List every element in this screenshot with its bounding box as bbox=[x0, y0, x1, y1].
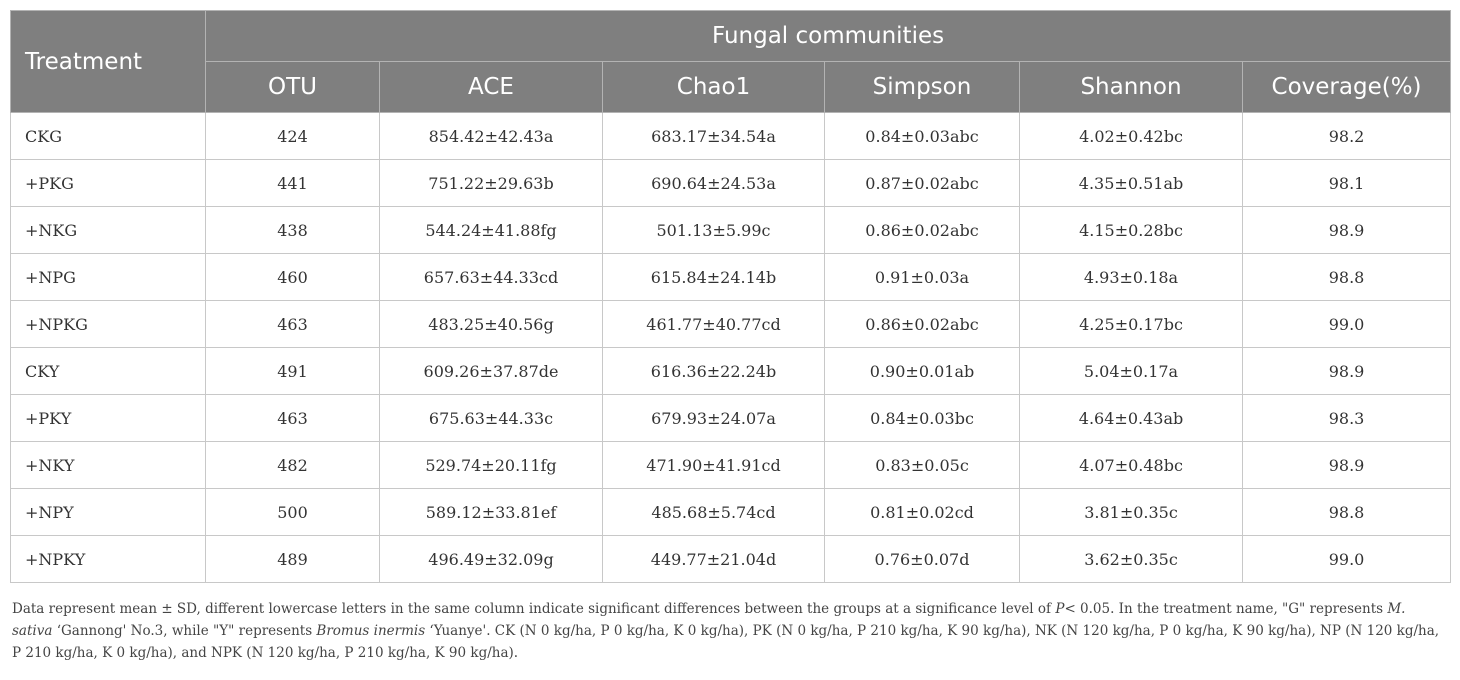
cell-otu: 424 bbox=[206, 113, 380, 160]
cell-otu: 500 bbox=[206, 489, 380, 536]
cell-coverage: 98.8 bbox=[1243, 489, 1451, 536]
cell-coverage: 98.2 bbox=[1243, 113, 1451, 160]
table-row bbox=[11, 160, 1451, 207]
cell-ace: 657.63±44.33cd bbox=[380, 254, 603, 301]
cell-coverage: 98.3 bbox=[1243, 395, 1451, 442]
cell-coverage: 98.9 bbox=[1243, 442, 1451, 489]
cell-treatment: CKY bbox=[11, 348, 206, 395]
cell-shannon: 3.62±0.35c bbox=[1020, 536, 1243, 583]
cell-simpson: 0.84±0.03bc bbox=[825, 395, 1020, 442]
cell-otu: 438 bbox=[206, 207, 380, 254]
footnote-species-y: Bromus inermis bbox=[316, 623, 426, 639]
header-shannon: Shannon bbox=[1020, 62, 1243, 113]
cell-ace: 854.42±42.43a bbox=[380, 113, 603, 160]
footnote-text-4: ‘Yuanye'. CK (N 0 kg/ha, P 0 kg/ha, K 0 kg/ha), PK (N 0 kg/ha, P 210 kg/ha, K 90 kg/ha), NK (N 120 kg/ha, P 0 kg/ha, K 90 kg/ha), NP (N 120 kg/ha, P 210 kg/ha, K 0 kg/ha), and NPK (N 120 kg/ha, P 210 kg/ha, K 90 kg/ha). bbox=[12, 623, 1440, 661]
cell-shannon: 4.64±0.43ab bbox=[1020, 395, 1243, 442]
cell-simpson: 0.84±0.03abc bbox=[825, 113, 1020, 160]
cell-coverage: 98.8 bbox=[1243, 254, 1451, 301]
table-row bbox=[11, 254, 1451, 301]
table-row bbox=[11, 113, 1451, 160]
table-row bbox=[11, 348, 1451, 395]
cell-shannon: 3.81±0.35c bbox=[1020, 489, 1243, 536]
cell-ace: 529.74±20.11fg bbox=[380, 442, 603, 489]
table-row bbox=[11, 442, 1451, 489]
cell-simpson: 0.90±0.01ab bbox=[825, 348, 1020, 395]
cell-simpson: 0.83±0.05c bbox=[825, 442, 1020, 489]
cell-otu: 460 bbox=[206, 254, 380, 301]
cell-chao1: 615.84±24.14b bbox=[603, 254, 825, 301]
cell-otu: 482 bbox=[206, 442, 380, 489]
cell-shannon: 4.07±0.48bc bbox=[1020, 442, 1243, 489]
cell-chao1: 471.90±41.91cd bbox=[603, 442, 825, 489]
cell-chao1: 616.36±22.24b bbox=[603, 348, 825, 395]
table-row bbox=[11, 395, 1451, 442]
cell-shannon: 4.25±0.17bc bbox=[1020, 301, 1243, 348]
cell-chao1: 683.17±34.54a bbox=[603, 113, 825, 160]
cell-chao1: 501.13±5.99c bbox=[603, 207, 825, 254]
footnote-text-2: < 0.05. In the treatment name, "G" represents bbox=[1064, 601, 1388, 617]
table-row bbox=[11, 207, 1451, 254]
cell-simpson: 0.86±0.02abc bbox=[825, 207, 1020, 254]
footnote-text-1: Data represent mean ± SD, different lowercase letters in the same column indicate significant differences between the groups at a significance level of bbox=[12, 601, 1056, 617]
cell-ace: 675.63±44.33c bbox=[380, 395, 603, 442]
header-coverage: Coverage(%) bbox=[1243, 62, 1451, 113]
cell-simpson: 0.91±0.03a bbox=[825, 254, 1020, 301]
cell-otu: 463 bbox=[206, 395, 380, 442]
cell-otu: 489 bbox=[206, 536, 380, 583]
cell-treatment: +NPG bbox=[11, 254, 206, 301]
cell-ace: 544.24±41.88fg bbox=[380, 207, 603, 254]
cell-simpson: 0.76±0.07d bbox=[825, 536, 1020, 583]
cell-otu: 441 bbox=[206, 160, 380, 207]
cell-treatment: CKG bbox=[11, 113, 206, 160]
cell-otu: 463 bbox=[206, 301, 380, 348]
cell-shannon: 4.02±0.42bc bbox=[1020, 113, 1243, 160]
cell-treatment: +NPKG bbox=[11, 301, 206, 348]
cell-treatment: +PKY bbox=[11, 395, 206, 442]
header-simpson: Simpson bbox=[825, 62, 1020, 113]
cell-shannon: 4.35±0.51ab bbox=[1020, 160, 1243, 207]
cell-chao1: 690.64±24.53a bbox=[603, 160, 825, 207]
table-header bbox=[11, 11, 1451, 113]
cell-chao1: 485.68±5.74cd bbox=[603, 489, 825, 536]
cell-ace: 589.12±33.81ef bbox=[380, 489, 603, 536]
cell-chao1: 461.77±40.77cd bbox=[603, 301, 825, 348]
cell-coverage: 98.9 bbox=[1243, 348, 1451, 395]
cell-coverage: 99.0 bbox=[1243, 301, 1451, 348]
cell-ace: 483.25±40.56g bbox=[380, 301, 603, 348]
cell-simpson: 0.87±0.02abc bbox=[825, 160, 1020, 207]
fungal-diversity-table bbox=[10, 10, 1451, 583]
table-row bbox=[11, 536, 1451, 583]
cell-treatment: +NPY bbox=[11, 489, 206, 536]
cell-coverage: 99.0 bbox=[1243, 536, 1451, 583]
cell-shannon: 4.15±0.28bc bbox=[1020, 207, 1243, 254]
footnote-species-g: M. sativa bbox=[12, 601, 1406, 639]
table-row bbox=[11, 489, 1451, 536]
cell-otu: 491 bbox=[206, 348, 380, 395]
cell-ace: 496.49±32.09g bbox=[380, 536, 603, 583]
footnote-p-symbol: P bbox=[1055, 601, 1065, 617]
table-footnote bbox=[12, 598, 1442, 664]
cell-coverage: 98.9 bbox=[1243, 207, 1451, 254]
table-row bbox=[11, 301, 1451, 348]
cell-shannon: 5.04±0.17a bbox=[1020, 348, 1243, 395]
header-treatment: Treatment bbox=[11, 11, 206, 113]
cell-ace: 751.22±29.63b bbox=[380, 160, 603, 207]
cell-treatment: +NKG bbox=[11, 207, 206, 254]
cell-ace: 609.26±37.87de bbox=[380, 348, 603, 395]
cell-treatment: +NPKY bbox=[11, 536, 206, 583]
header-chao1: Chao1 bbox=[603, 62, 825, 113]
cell-chao1: 679.93±24.07a bbox=[603, 395, 825, 442]
header-ace: ACE bbox=[380, 62, 603, 113]
header-fungal-communities: Fungal communities bbox=[206, 11, 1451, 62]
cell-simpson: 0.86±0.02abc bbox=[825, 301, 1020, 348]
cell-simpson: 0.81±0.02cd bbox=[825, 489, 1020, 536]
cell-treatment: +NKY bbox=[11, 442, 206, 489]
footnote-text-3: ‘Gannong' No.3, while "Y" represents bbox=[52, 623, 317, 639]
cell-treatment: +PKG bbox=[11, 160, 206, 207]
cell-shannon: 4.93±0.18a bbox=[1020, 254, 1243, 301]
fungal-diversity-table-container bbox=[10, 10, 1450, 583]
cell-chao1: 449.77±21.04d bbox=[603, 536, 825, 583]
header-otu: OTU bbox=[206, 62, 380, 113]
table-body bbox=[11, 113, 1451, 583]
cell-coverage: 98.1 bbox=[1243, 160, 1451, 207]
